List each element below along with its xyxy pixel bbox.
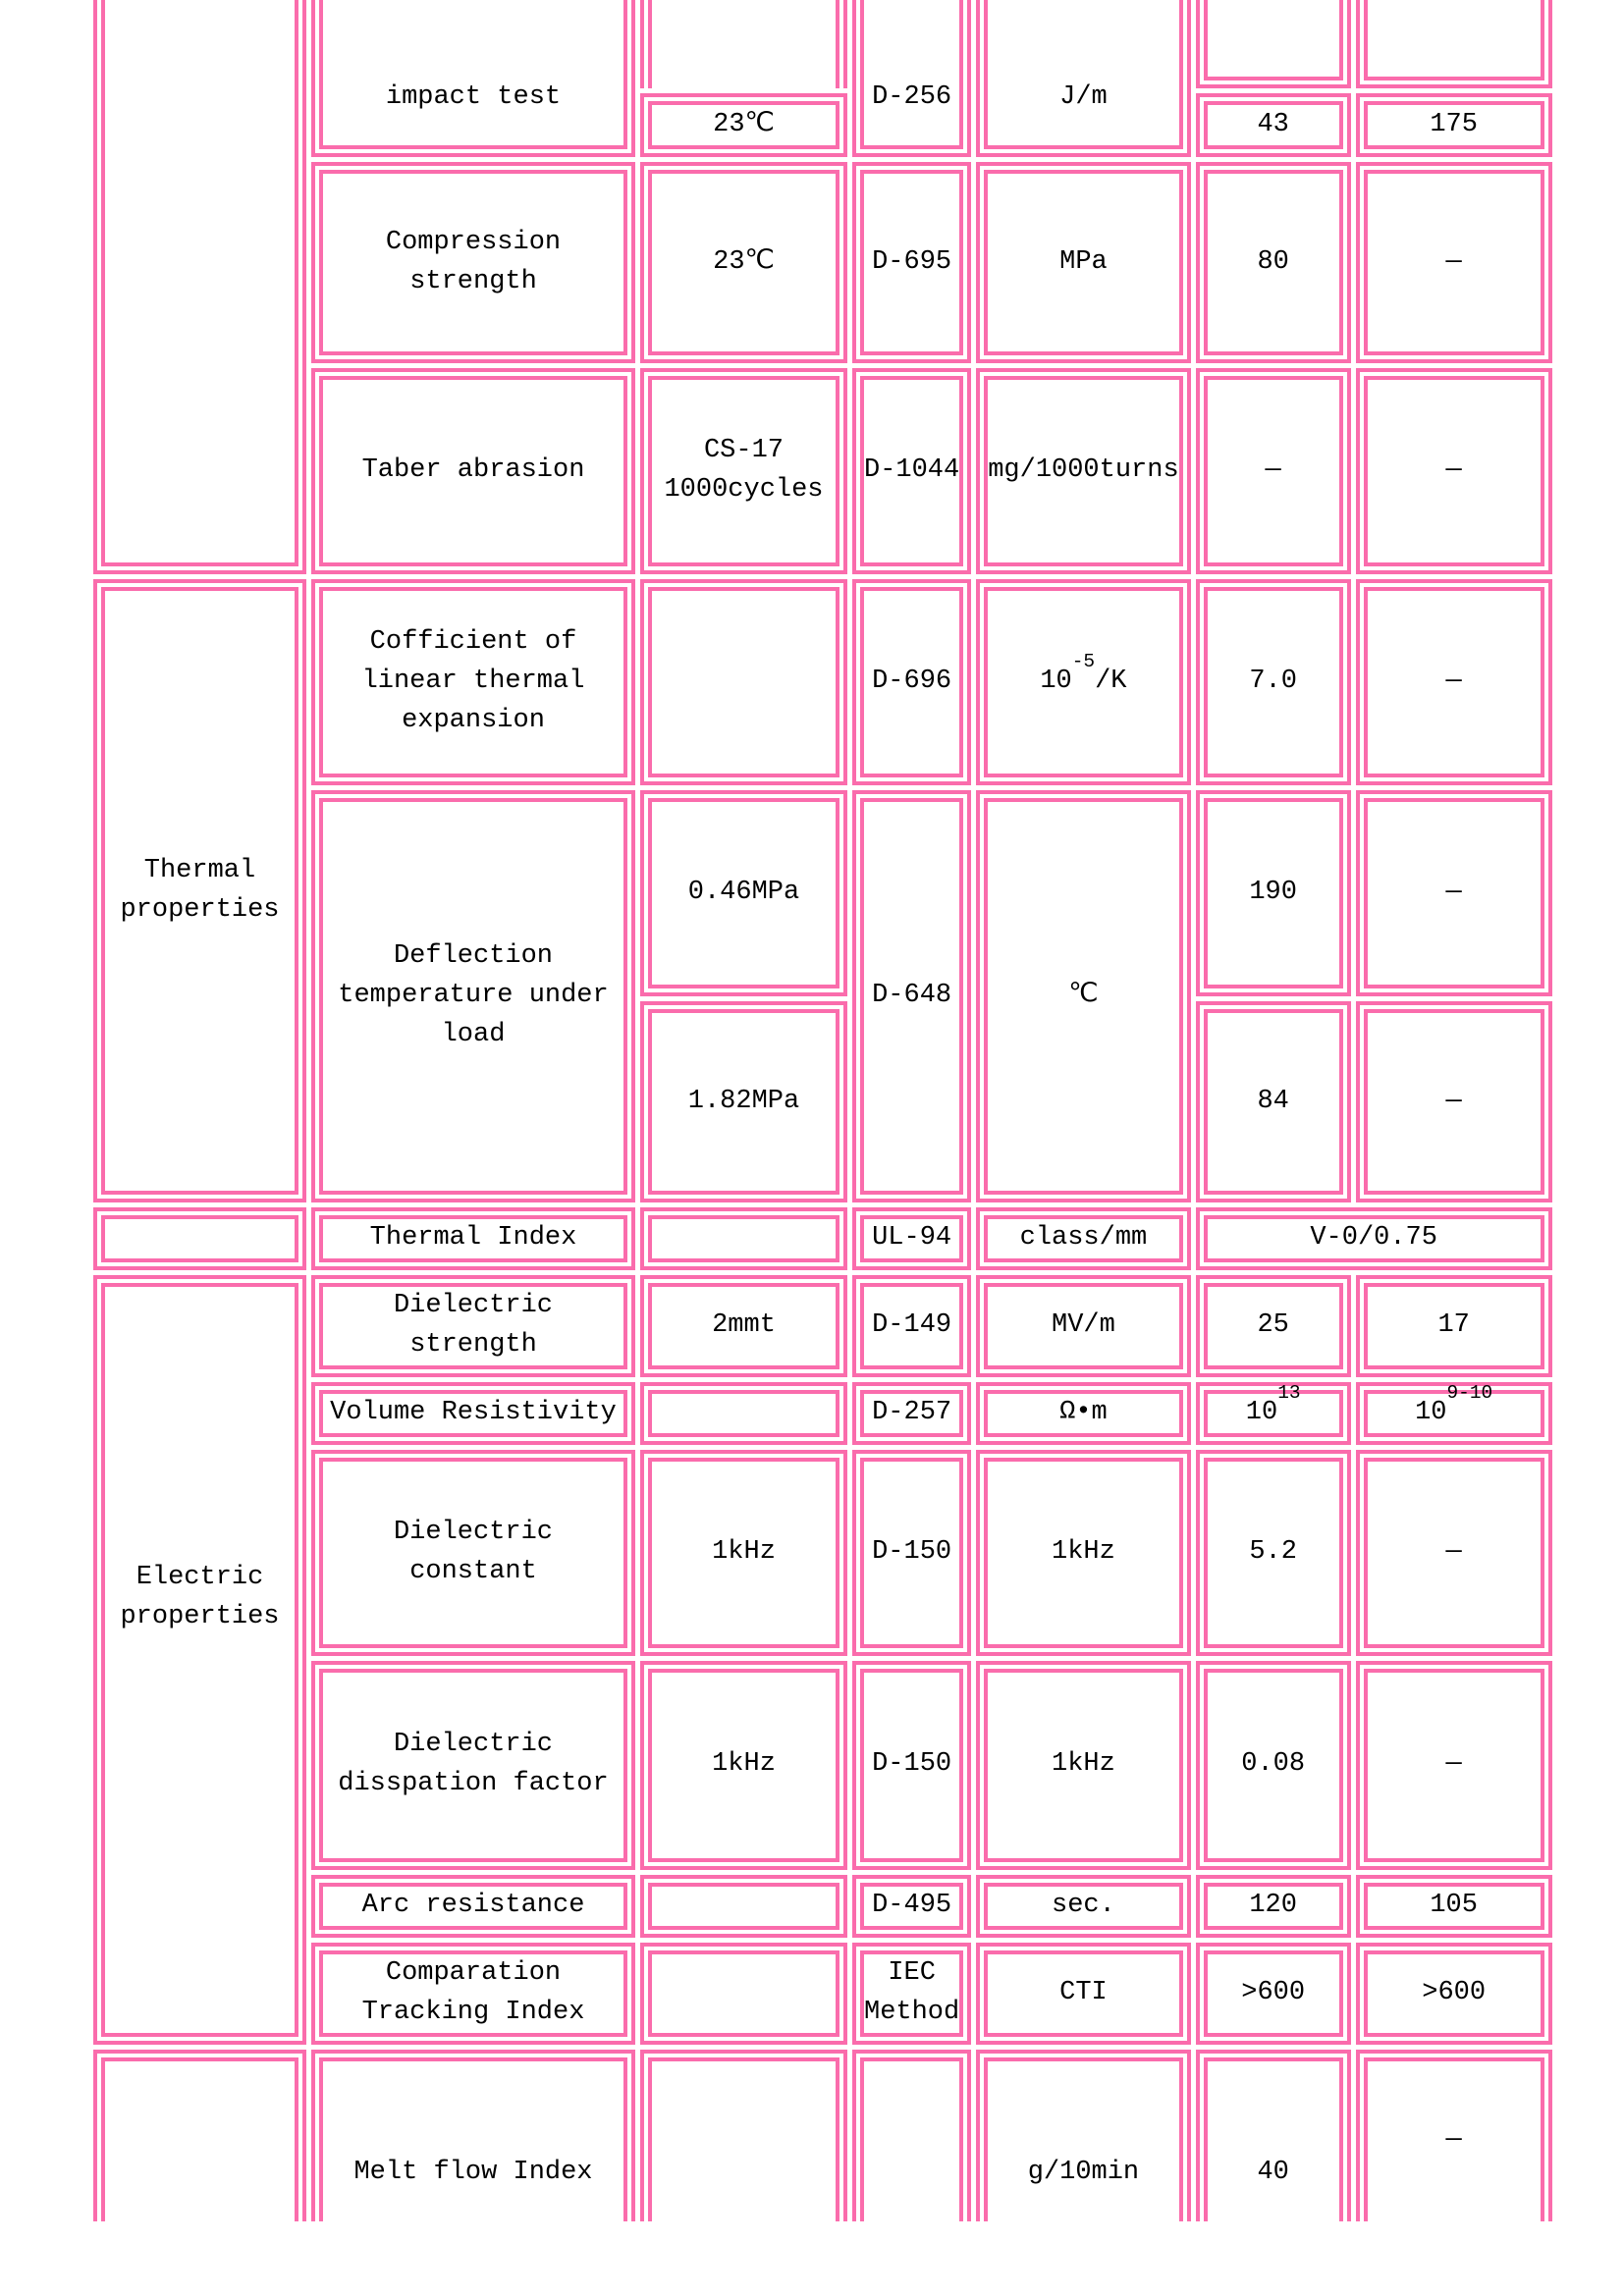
- cell-taber-method: D-1044: [852, 368, 971, 574]
- cell-cti-condition-empty: [640, 1943, 847, 2045]
- cell-compression-grade-a: 80: [1196, 162, 1351, 363]
- cell-deflection-grade-a-1: 190: [1196, 790, 1351, 996]
- cell-dielectric-constant-condition: 1kHz: [640, 1450, 847, 1656]
- cell-volume-resistivity-grade-b: 10$^{9-10}$: [1356, 1382, 1552, 1445]
- cell-compression-unit: MPa: [976, 162, 1190, 363]
- cell-dissipation-method: D-150: [852, 1661, 971, 1870]
- cell-deflection-condition-1: 0.46MPa: [640, 790, 847, 996]
- cell-volume-resistivity-grade-a: $10^{13}$: [1196, 1382, 1351, 1445]
- cell-taber-grade-a: —: [1196, 368, 1351, 574]
- cell-thermal-index-property: Thermal Index: [311, 1207, 635, 1270]
- cell-compression-method: D-695: [852, 162, 971, 363]
- cell-dissipation-property: Dielectric disspation factor: [311, 1661, 635, 1870]
- cell-arc-grade-b: 105: [1356, 1875, 1552, 1938]
- cell-volume-resistivity-property: Volume Resistivity: [311, 1382, 635, 1445]
- cell-cte-unit: $10^{-5}/K$: [976, 579, 1190, 785]
- cell-arc-method: D-495: [852, 1875, 971, 1938]
- cell-thermal-index-method: UL-94: [852, 1207, 971, 1270]
- cell-dielectric-strength-method: D-149: [852, 1275, 971, 1377]
- cell-cti-method: IEC Method: [852, 1943, 971, 2045]
- cell-deflection-grade-a-2: 84: [1196, 1001, 1351, 1202]
- cell-arc-unit: sec.: [976, 1875, 1190, 1938]
- cell-dielectric-constant-grade-a: 5.2: [1196, 1450, 1351, 1656]
- cell-melt-property: Melt flow Index: [311, 2050, 635, 2221]
- cell-deflection-unit: ℃: [976, 790, 1190, 1202]
- cell-compression-condition: 23℃: [640, 162, 847, 363]
- cell-compression-grade-b: —: [1356, 162, 1552, 363]
- cell-arc-property: Arc resistance: [311, 1875, 635, 1938]
- cell-melt-unit: g/10min: [976, 2050, 1190, 2221]
- cell-cti-property: Comparation Tracking Index: [311, 1943, 635, 2045]
- cell-impact-grade-a-top-empty: [1196, 0, 1351, 88]
- cell-dielectric-constant-grade-b: —: [1356, 1450, 1552, 1656]
- cell-impact-grade-a: 43: [1196, 93, 1351, 157]
- cell-dissipation-unit: 1kHz: [976, 1661, 1190, 1870]
- cell-mechanical-category-empty: [93, 0, 306, 574]
- cell-cte-condition-empty: [640, 579, 847, 785]
- cell-arc-condition-empty: [640, 1875, 847, 1938]
- cell-arc-grade-a: 120: [1196, 1875, 1351, 1938]
- cell-electric-category: Electric properties: [93, 1275, 306, 2045]
- cell-deflection-grade-b-2: —: [1356, 1001, 1552, 1202]
- cell-impact-condition: 23℃: [640, 93, 847, 157]
- cell-deflection-method: D-648: [852, 790, 971, 1202]
- cell-cti-grade-a: >600: [1196, 1943, 1351, 2045]
- cell-melt-category-empty: [93, 2050, 306, 2221]
- cell-cte-grade-a: 7.0: [1196, 579, 1351, 785]
- properties-table: [88, 0, 1557, 2221]
- cell-dielectric-strength-grade-a: 25: [1196, 1275, 1351, 1377]
- cell-taber-unit: mg/1000turns: [976, 368, 1190, 574]
- cell-dissipation-grade-a: 0.08: [1196, 1661, 1351, 1870]
- cell-impact-property: impact test: [311, 0, 635, 157]
- cell-dielectric-strength-unit: MV/m: [976, 1275, 1190, 1377]
- cell-dielectric-strength-property: Dielectric strength: [311, 1275, 635, 1377]
- cell-impact-unit: J/m: [976, 0, 1190, 157]
- cell-dissipation-grade-b: —: [1356, 1661, 1552, 1870]
- cell-volume-resistivity-condition-empty: [640, 1382, 847, 1445]
- cell-melt-grade-b: —: [1356, 2050, 1552, 2221]
- cell-dissipation-condition: 1kHz: [640, 1661, 847, 1870]
- cell-taber-grade-b: —: [1356, 368, 1552, 574]
- cell-deflection-property: Deflection temperature under load: [311, 790, 635, 1202]
- cell-cti-grade-b: >600: [1356, 1943, 1552, 2045]
- cell-dielectric-constant-unit: 1kHz: [976, 1450, 1190, 1656]
- cell-cte-method: D-696: [852, 579, 971, 785]
- cell-impact-method: D-256: [852, 0, 971, 157]
- cell-dielectric-constant-property: Dielectric constant: [311, 1450, 635, 1656]
- cell-cte-property: Cofficient of linear thermal expansion: [311, 579, 635, 785]
- cell-compression-property: Compression strength: [311, 162, 635, 363]
- cell-dielectric-strength-grade-b: 17: [1356, 1275, 1552, 1377]
- cell-melt-grade-a: 40: [1196, 2050, 1351, 2221]
- cell-impact-condition-top-empty: [640, 0, 847, 88]
- cell-melt-condition-empty: [640, 2050, 847, 2221]
- cell-dielectric-constant-method: D-150: [852, 1450, 971, 1656]
- cell-dielectric-strength-condition: 2mmt: [640, 1275, 847, 1377]
- cell-deflection-condition-2: 1.82MPa: [640, 1001, 847, 1202]
- cell-taber-condition: CS-17 1000cycles: [640, 368, 847, 574]
- cell-thermal-category: Thermal properties: [93, 579, 306, 1202]
- cell-melt-method-empty: [852, 2050, 971, 2221]
- cell-deflection-grade-b-1: —: [1356, 790, 1552, 996]
- cell-cte-grade-b: —: [1356, 579, 1552, 785]
- cell-thermal-index-category-empty: [93, 1207, 306, 1270]
- cell-taber-property: Taber abrasion: [311, 368, 635, 574]
- cell-thermal-index-condition-empty: [640, 1207, 847, 1270]
- cell-cti-unit: CTI: [976, 1943, 1190, 2045]
- cell-thermal-index-value: V-0/0.75: [1196, 1207, 1552, 1270]
- cell-volume-resistivity-unit: Ω•m: [976, 1382, 1190, 1445]
- cell-impact-grade-b-top-empty: [1356, 0, 1552, 88]
- cell-impact-grade-b: 175: [1356, 93, 1552, 157]
- cell-volume-resistivity-method: D-257: [852, 1382, 971, 1445]
- cell-thermal-index-unit: class/mm: [976, 1207, 1190, 1270]
